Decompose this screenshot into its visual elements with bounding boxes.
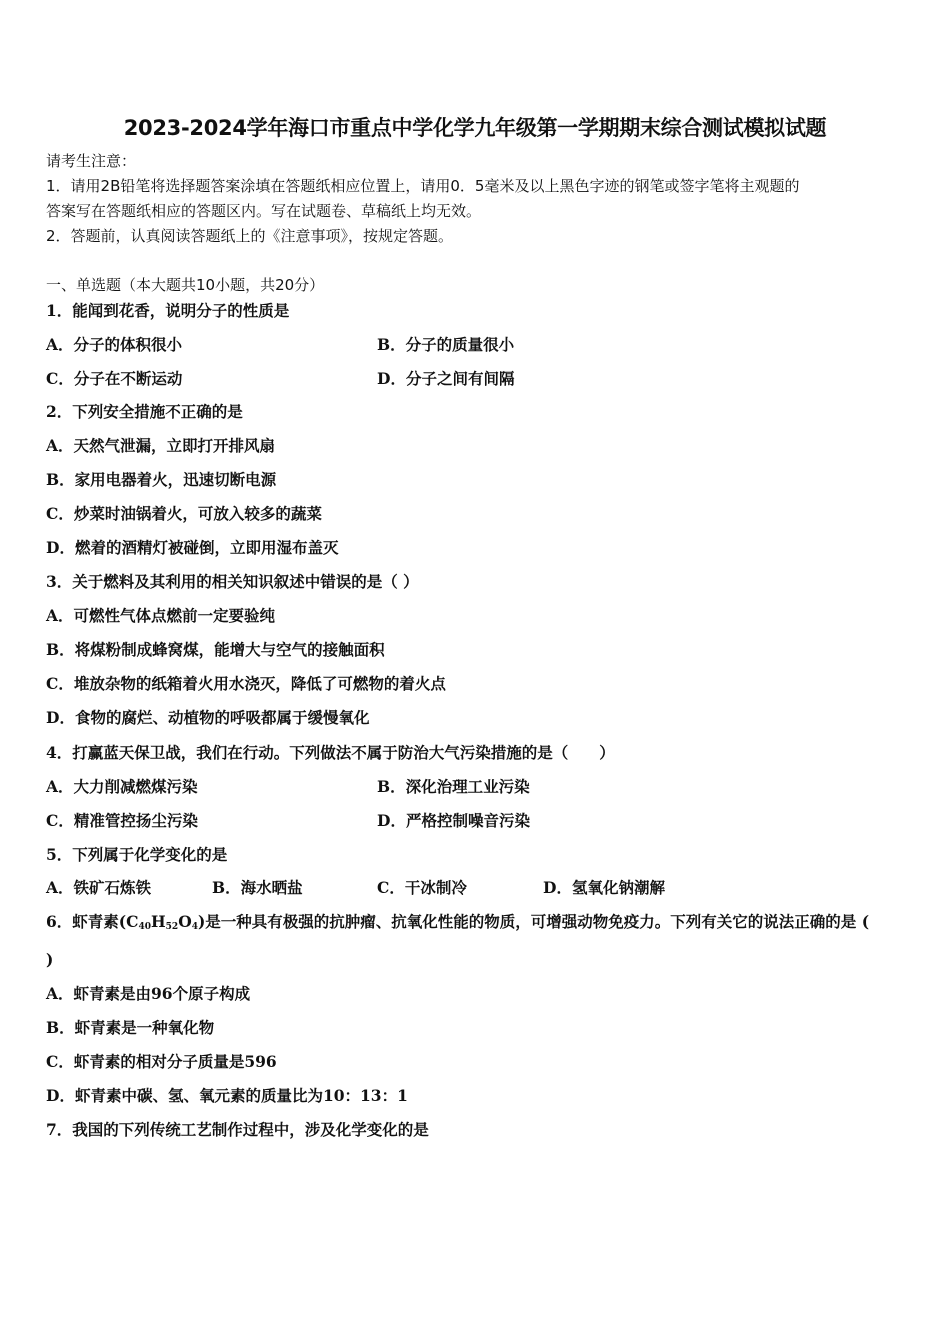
answer-option: A．可燃性气体点燃前一定要验纯 (46, 606, 276, 625)
answer-option: C．虾青素的相对分子质量是596 (46, 1052, 277, 1071)
answer-option: B．海水晒盐 (212, 878, 303, 897)
question-stem: 4．打赢蓝天保卫战，我们在行动。下列做法不属于防治大气污染措施的是（ ） (46, 743, 615, 762)
answer-option: B．将煤粉制成蜂窝煤，能增大与空气的接触面积 (46, 640, 385, 659)
answer-option: C．精准管控扬尘污染 (46, 811, 198, 830)
answer-option: D．食物的腐烂、动植物的呼吸都属于缓慢氧化 (46, 708, 370, 727)
notice-heading: 请考生注意： (46, 152, 137, 170)
section-heading: 一、单选题（本大题共10小题，共20分） (46, 276, 325, 294)
answer-option: A．分子的体积很小 (46, 335, 183, 354)
question-stem: 5．下列属于化学变化的是 (46, 845, 228, 864)
answer-option: C．干冰制冷 (377, 878, 467, 897)
answer-option: B．分子的质量很小 (377, 335, 515, 354)
stem-text: 6．虾青素(C (46, 912, 139, 931)
stem-text: O (178, 912, 192, 931)
question-stem: 3．关于燃料及其利用的相关知识叙述中错误的是（ ） (46, 572, 419, 591)
answer-option: C．堆放杂物的纸箱着火用水浇灭，降低了可燃物的着火点 (46, 674, 446, 693)
answer-option: D．严格控制噪音污染 (377, 811, 530, 830)
subscript: 4 (191, 922, 198, 932)
answer-option: A．天然气泄漏，立即打开排风扇 (46, 436, 276, 455)
question-stem: 1．能闻到花香，说明分子的性质是 (46, 301, 290, 320)
notice-line: 1．请用2B铅笔将选择题答案涂填在答题纸相应位置上，请用0．5毫米及以上黑色字迹的钢笔或签字笔将主观题的 (46, 177, 800, 195)
notice-line: 答案写在答题纸相应的答题区内。写在试题卷、草稿纸上均无效。 (46, 202, 482, 220)
document-title: 2023-2024学年海口市重点中学化学九年级第一学期期末综合测试模拟试题 (123, 116, 827, 140)
answer-option: D．燃着的酒精灯被碰倒，立即用湿布盖灭 (46, 538, 339, 557)
answer-option: B．虾青素是一种氧化物 (46, 1018, 215, 1037)
question-stem: 2．下列安全措施不正确的是 (46, 402, 243, 421)
answer-option: D．虾青素中碳、氢、氧元素的质量比为10：13：1 (46, 1086, 408, 1105)
subscript: 52 (165, 922, 179, 932)
answer-option: C．分子在不断运动 (46, 369, 183, 388)
answer-option: D．分子之间有间隔 (377, 369, 515, 388)
answer-option: A．虾青素是由96个原子构成 (46, 984, 251, 1003)
answer-option: A．大力削减燃煤污染 (46, 777, 198, 796)
answer-option: B．深化治理工业污染 (377, 777, 530, 796)
answer-option: A．铁矿石炼铁 (46, 878, 152, 897)
question-stem (46, 912, 869, 937)
answer-option: C．炒菜时油锅着火，可放入较多的蔬菜 (46, 504, 322, 523)
stem-text: )是一种具有极强的抗肿瘤、抗氧化性能的物质，可增强动物免疫力。下列有关它的说法正确的是 ( (197, 912, 870, 931)
answer-option: B．家用电器着火，迅速切断电源 (46, 470, 277, 489)
notice-line: 2．答题前，认真阅读答题纸上的《注意事项》，按规定答题。 (46, 227, 454, 245)
subscript: 40 (138, 922, 151, 932)
answer-option: D．氢氧化钠潮解 (543, 878, 665, 897)
stem-text: H (151, 912, 166, 931)
question-stem: 7．我国的下列传统工艺制作过程中，涉及化学变化的是 (46, 1120, 429, 1139)
question-stem-continuation: ) (46, 950, 54, 969)
